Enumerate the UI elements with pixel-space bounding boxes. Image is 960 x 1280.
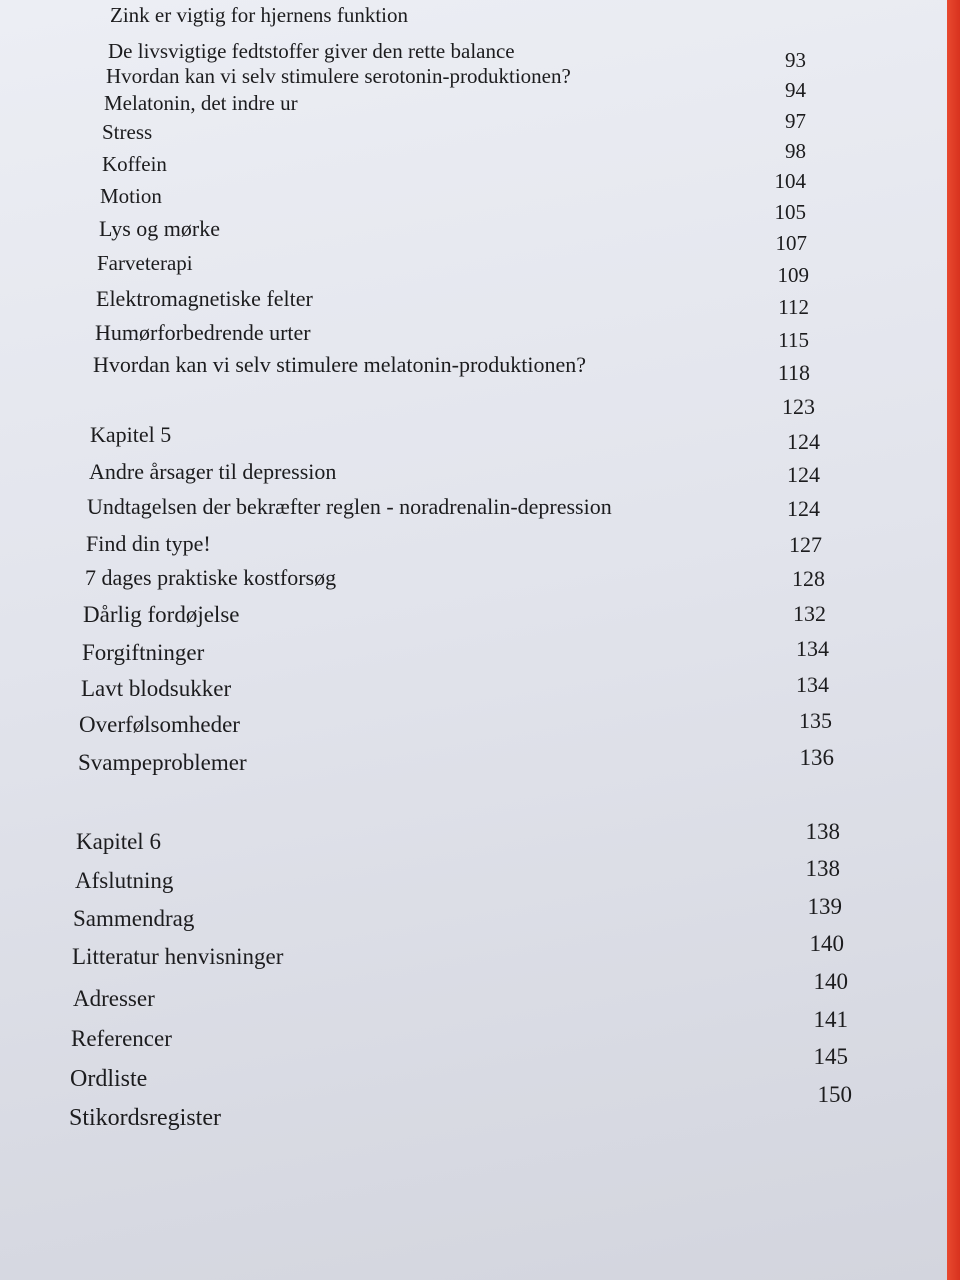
toc-entry-title: Motion	[100, 184, 162, 208]
toc-entry-title: Undtagelsen der bekræfter reglen - noradrenalin-depression	[87, 494, 612, 519]
toc-entry-page: 105	[774, 200, 806, 224]
toc-entry-title: Referencer	[71, 1026, 172, 1051]
toc-entry-page: 138	[805, 856, 840, 881]
toc-entry-title: Hvordan kan vi selv stimulere serotonin-produktionen?	[106, 64, 571, 88]
toc-entry-title: Lavt blodsukker	[81, 676, 232, 701]
toc-entry-title: Humørforbedrende urter	[95, 320, 311, 345]
toc-entry-page: 127	[789, 532, 822, 557]
toc-entry-title: Koffein	[102, 152, 167, 176]
toc-entry-title: De livsvigtige fedtstoffer giver den rette balance	[108, 39, 515, 63]
toc-entry-page: 115	[778, 328, 809, 352]
toc-entry-page: 128	[792, 566, 825, 591]
toc-entry-page: 107	[775, 231, 807, 255]
toc-entry-title: Stress	[102, 120, 153, 144]
toc-entry-page: 118	[777, 360, 810, 385]
toc-entry-title: Andre årsager til depression	[89, 459, 337, 484]
toc-entry-page: 93	[785, 48, 806, 72]
toc-entry-title: Adresser	[73, 986, 155, 1011]
toc-entry-page: 94	[785, 78, 806, 102]
toc-entry-page: 97	[785, 109, 806, 133]
toc-entry-page: 140	[809, 931, 844, 956]
book-cover-edge	[947, 0, 960, 1280]
toc-entry-page: 135	[799, 708, 832, 733]
toc-entry-title: Svampeproblemer	[78, 750, 247, 775]
toc-entry-page: 132	[793, 601, 826, 626]
toc-entry-page: 123	[782, 394, 815, 419]
toc-entry-title: Hvordan kan vi selv stimulere melatonin-produktionen?	[93, 352, 587, 377]
toc-entry-title: Find din type!	[86, 531, 211, 556]
toc-entry-title: Melatonin, det indre ur	[104, 91, 298, 115]
toc-entry-title: 7 dages praktiske kostforsøg	[85, 565, 337, 590]
toc-entry-page: 98	[785, 139, 806, 163]
toc-entry-page: 139	[807, 894, 842, 919]
toc-entry-page: 124	[787, 429, 820, 454]
toc-entry-title: Lys og mørke	[99, 216, 220, 241]
toc-entry-title: Kapitel 5	[90, 422, 172, 447]
toc-entry-title: Stikordsregister	[69, 1105, 221, 1131]
toc-entry-title: Elektromagnetiske felter	[96, 286, 313, 311]
toc-entry-title: Afslutning	[75, 868, 174, 893]
toc-entry-page: 150	[817, 1082, 852, 1107]
toc-entry-title: Dårlig fordøjelse	[83, 602, 240, 627]
toc-entry-page: 140	[813, 969, 848, 994]
toc-entry-title: Kapitel 6	[76, 829, 161, 854]
toc-entry-page: 145	[813, 1044, 848, 1069]
toc-entry-page: 134	[796, 636, 829, 661]
toc-entry-page: 136	[799, 745, 834, 770]
toc-entry-title: Ordliste	[70, 1066, 148, 1092]
toc-entry-page: 104	[774, 169, 806, 193]
toc-entry-page: 134	[796, 672, 829, 697]
toc-entry-page: 109	[777, 263, 809, 287]
toc-entry-page: 112	[778, 295, 809, 319]
toc-entry-title: Litteratur henvisninger	[72, 944, 284, 969]
toc-entry-page: 138	[805, 819, 840, 844]
toc-entry-title: Forgiftninger	[82, 640, 205, 665]
toc-entry-page: 124	[787, 496, 820, 521]
toc-entry-title: Overfølsomheder	[79, 712, 240, 737]
toc-entry-title: Farveterapi	[97, 251, 193, 275]
toc-entry-page: 124	[787, 462, 820, 487]
toc-entry-page: 141	[813, 1007, 848, 1032]
toc-entry-title: Zink er vigtig for hjernens funktion	[110, 3, 409, 27]
toc-entry-title: Sammendrag	[73, 906, 195, 931]
